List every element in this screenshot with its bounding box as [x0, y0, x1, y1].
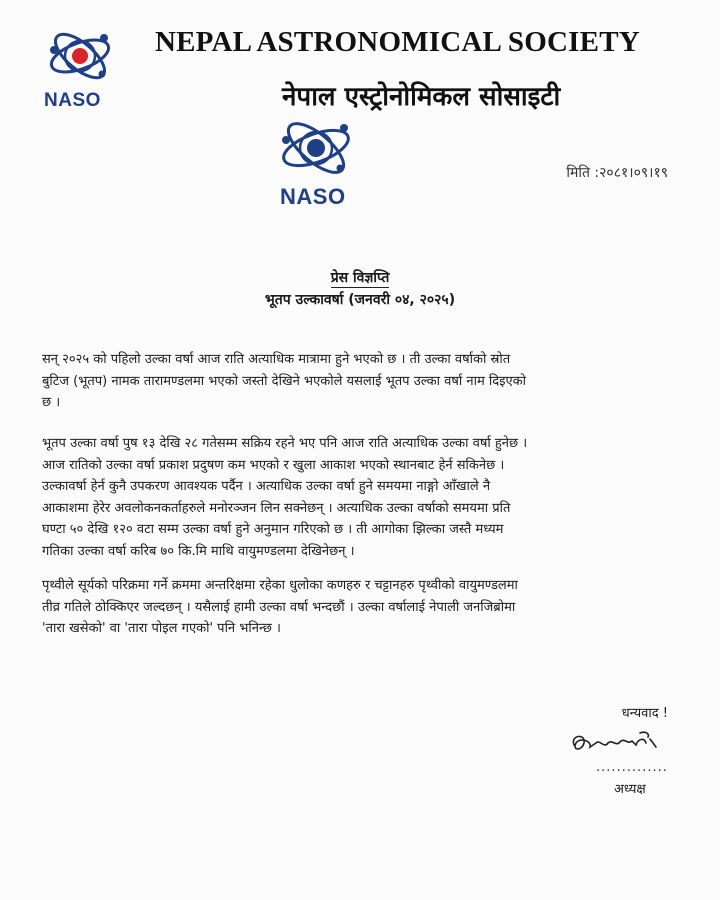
paragraph-2: [42, 433, 670, 562]
paragraph-line: 'तारा खसेको' वा 'तारा पोइल गएको' पनि भनिन्छ ।: [42, 621, 281, 636]
paragraph-line: आज रातिको उल्का वर्षा प्रकाश प्रदुषण कम भएको र खुला आकाश भएको स्थानबाट हेर्न सकिनेछ ।: [42, 457, 505, 473]
paragraph-line: तीव्र गतिले ठोक्किएर जल्दछन् । यसैलाई हामी उल्का वर्षा भन्दछौं । उल्का वर्षालाई नेपाली जनजिब्रोमा: [42, 599, 516, 615]
naso-logo-top: [38, 22, 128, 112]
paragraph-line: बुटिज (भूतप) नामक तारामण्डलमा भएको जस्तो देखिने भएकोले यसलाई भूतप उल्का वर्षा नाम दिइएको: [42, 373, 527, 389]
orbit-atom-icon: [268, 112, 368, 184]
press-release-title: [0, 268, 720, 287]
date-line: मिति :२०८१।०९।१९: [566, 165, 668, 181]
paragraph-3: [42, 575, 670, 640]
paragraph-line: सन् २०२५ को पहिलो उल्का वर्षा आज राति अत्याधिक मात्रामा हुने भएको छ । ती उल्का वर्षाको स्रोत: [42, 352, 511, 367]
signature-scribble: [566, 727, 666, 759]
thanks-text: धन्यवाद !: [621, 706, 668, 721]
orbit-atom-icon: [38, 22, 128, 92]
paragraph-line: उल्कावर्षा हेर्न कुनै उपकरण आवश्यक पर्दैन । अत्याधिक उल्का वर्षा हुने समयमा नाङ्गो आँखाले नै: [42, 479, 491, 494]
signature-dots: ..............: [596, 760, 668, 775]
paragraph-line: गतिका उल्का वर्षा करिब ७० कि.मि माथि वायुमण्डलमा देखिनेछन् ।: [42, 543, 355, 559]
signature: [566, 727, 666, 763]
designation: अध्यक्ष: [614, 782, 646, 797]
press-release-subtitle: भूतप उल्कावर्षा (जनवरी ०४, २०२५): [264, 292, 456, 308]
paragraph-1: [42, 349, 670, 414]
paragraph-line: आकाशमा हेरेर अवलोकनकर्ताहरुले मनोरञ्जन लिन सक्नेछन् । अत्याधिक उल्का वर्षाको समयमा प्रति: [42, 500, 511, 516]
paragraph-line: घण्टा ५० देखि १२० वटा सम्म उल्का वर्षा हुने अनुमान गरिएको छ । ती आगोका झिल्का जस्तै मध्यम: [42, 522, 504, 537]
org-name-nepali: नेपाल एस्ट्रोनोमिकल सोसाइटी: [282, 82, 561, 112]
paragraph-line: पृथ्वीले सूर्यको परिक्रमा गर्ने क्रममा अन्तरिक्षमा रहेका धुलोका कणहरु र चट्टानहरु पृथ्वीको वायुमण्डलमा: [42, 578, 518, 593]
paragraph-line: भूतप उल्का वर्षा पुष १३ देखि २८ गतेसम्म सक्रिय रहने भए पनि आज राति अत्याधिक उल्का वर्षा हुनेछ ।: [42, 436, 528, 451]
press-release-title-text: प्रेस विज्ञप्ति: [330, 270, 390, 286]
org-name-english: NEPAL ASTRONOMICAL SOCIETY: [155, 26, 640, 58]
naso-logo-center: [268, 112, 368, 212]
logo-text: NASO: [44, 90, 101, 111]
logo-text-center: NASO: [280, 184, 346, 209]
paragraph-line: छ ।: [42, 395, 61, 410]
